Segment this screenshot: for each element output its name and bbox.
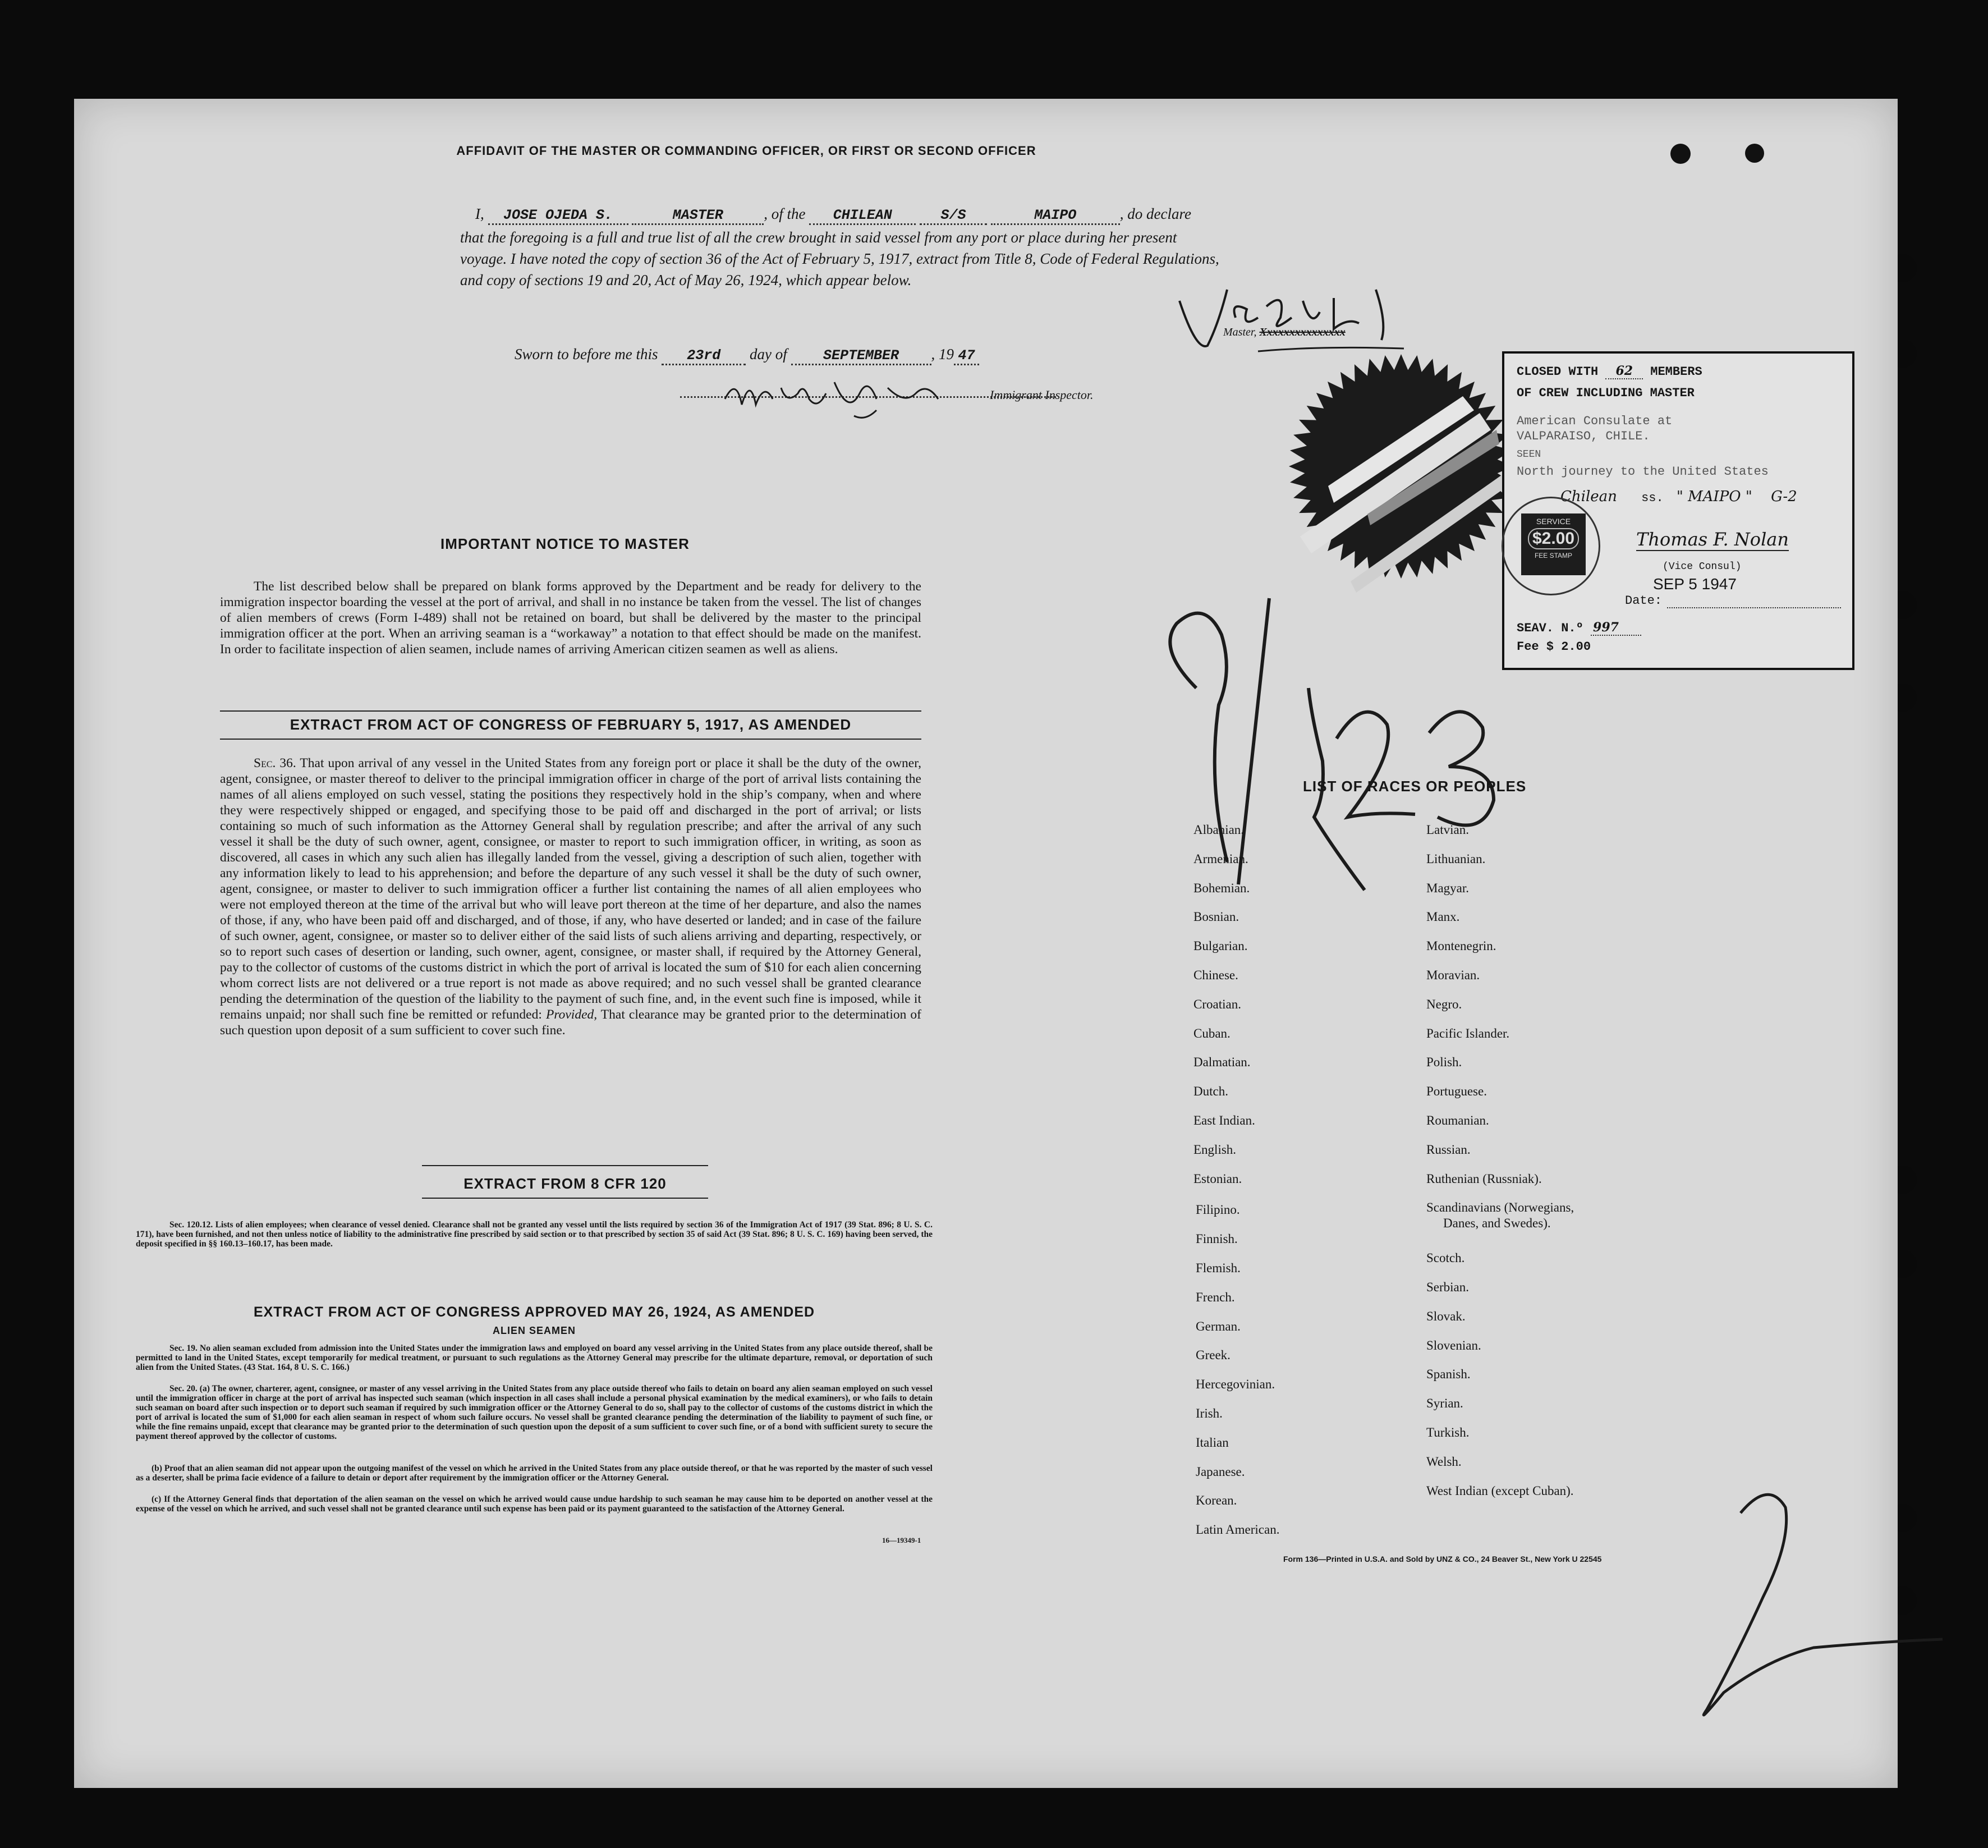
master-title: Master,: [1223, 326, 1257, 338]
struck-title: Xxxxxxxxxxxxxxx: [1259, 326, 1346, 338]
vessel-nationality-hand: Chilean: [1560, 488, 1617, 505]
vice-consul-signature: Thomas F. Nolan: [1636, 529, 1789, 550]
affidavit-line3: voyage. I have noted the copy of section 36 of the Act of February 5, 1917, extract from Title 8, Code of Federal Regulations,: [460, 250, 1219, 267]
affidavit-title: AFFIDAVIT OF THE MASTER OR COMMANDING OFFICER, OR FIRST OR SECOND OFFICER: [456, 144, 1036, 158]
sec36-provided: Provided,: [545, 1007, 598, 1022]
races-title: LIST OF RACES OR PEOPLES: [1303, 778, 1527, 795]
race-item: Korean.: [1196, 1493, 1237, 1508]
sec36-body: That upon arrival of any vessel in the United States from any foreign port or place it shall be the duty of the owner, agent, consignee, or master thereof to deliver to the principal immigration officer in charge of the port of arrival lists containing the names of all aliens employed on such vessel, stating the positions they respectively hold in the ship’s company, when and where they were respectively shipped or engaged, and specifying those to be paid off and discharged in the port of arrival; or lists containing so much of such information as the Attorney General shall by regulation prescribe; and after the arrival of any such vessel it shall be the duty of such owner, agent, consignee, or master to report to such immigration officer, in writing, as soon as discovered, all cases in which any such alien has illegally landed from the vessel, giving a description of such alien, together with any information likely to lead to his apprehension; and before the departure of any such vessel it shall be the duty of such owner, agent, consignee, or master to deliver to such immigration officer a further list containing the names of all alien employees who were not employed thereon at the time of the arrival but who will leave port thereon at the time of her departure, and also the names of those, if any, who have been paid off and discharged, and of those, if any, who have deserted or landed; and in case of the failure of such owner, agent, consignee, or master so to deliver either of the said lists of such aliens arriving and departing, respectively, or so to report such cases of desertion or landing, such owner, agent, consignee, or master shall, if required by the Attorney General, pay to the collector of customs of the customs district in which the port of arrival is located the sum of $10 for each alien concerning whom correct lists are not delivered or a true report is not made as above required; and no such vessel shall be granted clearance pending the determination of the question of the liability to the payment of such fine, and, in the event such fine is imposed, while it remains unpaid; nor shall such fine be remitted or refunded:: [220, 756, 921, 1022]
ink-blot: [1745, 144, 1764, 163]
race-item: Pacific Islander.: [1426, 1026, 1510, 1040]
date-label: Date:: [1625, 594, 1663, 608]
race-item: Negro.: [1426, 997, 1462, 1011]
sworn-day-field: 23rd: [662, 347, 746, 365]
extract-1924-title: EXTRACT FROM ACT OF CONGRESS APPROVED MAY 26, 1924, AS AMENDED: [253, 1304, 815, 1320]
race-item: Cuban.: [1193, 1026, 1231, 1040]
race-item: Scotch.: [1426, 1251, 1465, 1265]
vice-consul-title: (Vice Consul): [1663, 561, 1742, 572]
fee-label: Fee $ 2.00: [1517, 640, 1591, 654]
race-item: West Indian (except Cuban).: [1426, 1483, 1574, 1498]
race-item: Dutch.: [1193, 1084, 1228, 1099]
consulate-city: VALPARAISO, CHILE.: [1517, 429, 1650, 443]
members-text: MEMBERS: [1650, 365, 1702, 379]
race-item: Filipino.: [1196, 1203, 1240, 1217]
sec20a-body: Sec. 20. (a) The owner, charterer, agent, consignee, or master of any vessel arriving in the United States from any place outside thereof who fails to detain on board any alien seaman employed on such vessel until the immigration officer in charge at the port of arrival has inspected such seaman (which inspection in all cases shall include a personal physical examination by the medical examiners), or who fails to detain such seaman on board after such inspection or to deport such seaman if required by such immigration officer or the Attorney General to do so, shall pay to the collector of customs of the customs district in which the port of arrival is located the sum of $1,000 for each alien seaman in respect of whom such failure occurs. No vessel shall be granted clearance pending the determination of the liability to payment of such fine, or while the fine remains unpaid, except that clearance may be granted prior to the determination of such question upon the deposit of a sum sufficient to cover such fine, or of a bond with sufficient surety to secure the payment thereof approved by the collector of customs.: [136, 1384, 933, 1441]
notice-title: IMPORTANT NOTICE TO MASTER: [440, 535, 690, 552]
race-item: Italian: [1196, 1435, 1229, 1450]
serial-number: 997: [1591, 620, 1641, 636]
race-item: Slovak.: [1426, 1309, 1466, 1323]
fee-stamp-bottom: FEE STAMP: [1534, 552, 1573, 560]
race-item: Montenegrin.: [1426, 939, 1496, 953]
vessel-line: [1560, 488, 1797, 505]
race-item: Ruthenian (Russniak).: [1426, 1171, 1542, 1186]
race-item: Turkish.: [1426, 1425, 1470, 1439]
race-item: Flemish.: [1196, 1261, 1241, 1275]
race-item: Chinese.: [1193, 968, 1238, 982]
sec36-label: Sec. 36.: [254, 756, 296, 771]
race-item: Latvian.: [1426, 823, 1469, 837]
closed-with-text: CLOSED WITH: [1517, 365, 1599, 379]
race-item: German.: [1196, 1319, 1241, 1333]
consulate-at: American Consulate at: [1517, 414, 1673, 428]
race-item: Serbian.: [1426, 1280, 1470, 1294]
do-declare-text: , do declare: [1119, 205, 1191, 222]
race-item: Japanese.: [1196, 1464, 1245, 1479]
race-item: Bosnian.: [1193, 910, 1239, 924]
race-item: Russian.: [1426, 1142, 1471, 1157]
crew-including-master: OF CREW INCLUDING MASTER: [1517, 386, 1695, 400]
race-item: Dalmatian.: [1193, 1055, 1251, 1070]
master-label: [1223, 326, 1346, 339]
of-the-text: , of the: [764, 205, 806, 222]
race-item: Scandinavians (Norwegians,: [1426, 1200, 1574, 1215]
master-name-field: JOSE OJEDA S.: [488, 207, 628, 225]
manifest-page: [74, 99, 1898, 1788]
affidavit-line1: [475, 205, 1191, 225]
sworn-year-field: 47: [954, 347, 979, 365]
extract-1917-title: EXTRACT FROM ACT OF CONGRESS OF FEBRUARY 5, 1917, AS AMENDED: [290, 716, 852, 733]
race-item: Portuguese.: [1426, 1084, 1487, 1099]
race-item: East Indian.: [1193, 1113, 1255, 1127]
race-item: Danes, and Swedes).: [1443, 1216, 1551, 1231]
cfr-body: Sec. 120.12. Lists of alien employees; when clearance of vessel denied. Clearance shall not be granted any vessel until the lists required by section 36 of the Immigration Act of 1917 (39 Stat. 896; 8 U. S. C. 171), have been furnished, and not then unless notice of liability to the administrative fine prescribed by said section or to that prescribed by section 35 of said Act (39 Stat. 896; 8 U. S. C. 169) having been served, the deposit specified in §§ 160.13–160.17, has been made.: [136, 1220, 933, 1249]
race-item: Moravian.: [1426, 968, 1480, 982]
affidavit-line2: that the foregoing is a full and true list of all the crew brought in said vessel from any port or place during her present: [460, 229, 1177, 246]
visa-class-hand: G-2: [1771, 488, 1797, 505]
journey-line: North journey to the United States: [1517, 465, 1769, 479]
ss-label: ss.: [1641, 491, 1664, 505]
handwritten-date-mark: [1123, 503, 1583, 907]
race-item: Polish.: [1426, 1055, 1462, 1070]
race-item: Spanish.: [1426, 1367, 1471, 1382]
race-item: Bohemian.: [1193, 881, 1250, 895]
sec20c-body: (c) If the Attorney General finds that deportation of the alien seaman on the vessel on which he arrived would cause undue hardship to such seaman he may cause him to be deported on another vessel at the expense of the vessel on which he arrived, and such vessel shall not be granted clearance until such expense has been paid or its payment guaranteed to the satisfaction of the Attorney General.: [136, 1494, 933, 1514]
alien-seamen-subtitle: ALIEN SEAMEN: [492, 1325, 576, 1336]
sec36-text: [220, 755, 921, 1038]
serial-label: SEAV. N.º: [1517, 621, 1583, 635]
affidavit-line4: and copy of sections 19 and 20, Act of May 26, 1924, which appear below.: [460, 272, 912, 288]
cfr-title: EXTRACT FROM 8 CFR 120: [463, 1175, 667, 1192]
race-item: Albanian.: [1193, 823, 1245, 837]
sec20b-body: (b) Proof that an alien seaman did not appear upon the outgoing manifest of the vessel on which he arrived in the United States from any place outside thereof, or that he was reported by the master of such vessel as a deserter, shall be prima facie evidence of a failure to detain or deport after requirement by the immigration officer or the Attorney General.: [136, 1464, 933, 1483]
divider: [422, 1165, 708, 1166]
form-footer: Form 136—Printed in U.S.A. and Sold by UNZ & CO., 24 Beaver St., New York U 22545: [1283, 1554, 1602, 1563]
race-item: Irish.: [1196, 1406, 1223, 1420]
inspector-signature: [719, 365, 955, 421]
race-item: Magyar.: [1426, 881, 1470, 895]
master-signature: [1174, 278, 1409, 357]
master-position-field: MASTER: [632, 207, 764, 225]
divider: [220, 739, 921, 740]
ink-blot: [1670, 144, 1691, 164]
crew-count: 62: [1605, 364, 1643, 379]
vessel-type-field: S/S: [920, 207, 987, 225]
closed-with-line: [1517, 364, 1702, 379]
race-item: Croatian.: [1193, 997, 1241, 1011]
race-item: Syrian.: [1426, 1396, 1463, 1411]
divider: [220, 710, 921, 712]
sworn-prefix: Sworn to before me this: [515, 346, 658, 363]
handwritten-margin-mark: [1640, 1446, 1954, 1737]
vessel-name-hand: " MAIPO ": [1676, 488, 1752, 505]
notice-body: The list described below shall be prepared on blank forms approved by the Department and be ready for delivery to the immigration inspector boarding the vessel at the port of arrival, and shall in no instance be taken from the vessel. The list of changes of alien members of crews (Form I-489) shall not be retained on board, but shall be delivered by the master to the principal immigration officer at the port. When an arriving seaman is a “workaway” a notation to that effect should be made on the manifest. In order to facilitate inspection of alien seamen, include names of arriving American citizen seamen as well as aliens.: [220, 579, 921, 657]
divider: [422, 1198, 708, 1199]
sworn-line: [515, 346, 979, 365]
race-item: French.: [1196, 1290, 1235, 1304]
form-code: 16—19349-1: [882, 1536, 921, 1544]
vessel-name-field: MAIPO: [991, 207, 1120, 225]
date-underline: [1667, 607, 1841, 608]
race-item: Greek.: [1196, 1348, 1231, 1363]
race-item: Bulgarian.: [1193, 939, 1248, 953]
year-prefix: , 19: [931, 346, 954, 363]
race-item: Welsh.: [1426, 1454, 1462, 1469]
sworn-month-field: SEPTEMBER: [791, 347, 931, 365]
race-item: Hercegovinian.: [1196, 1377, 1275, 1392]
race-item: Estonian.: [1193, 1171, 1242, 1186]
race-item: Latin American.: [1196, 1523, 1280, 1537]
race-item: Finnish.: [1196, 1232, 1238, 1246]
sec19-body: Sec. 19. No alien seaman excluded from admission into the United States under the immigration laws and employed on board any vessel arriving in the United States from any place outside thereof, shall be permitted to land in the United States, except temporarily for medical treatment, or pursuant to such regulations as the Attorney General may prescribe for the ultimate departure, removal, or deportation of such alien from the United States. (43 Stat. 164, 8 U. S. C. 166.): [136, 1343, 933, 1372]
race-item: Lithuanian.: [1426, 851, 1486, 866]
race-item: Slovenian.: [1426, 1338, 1481, 1352]
seen-label: SEEN: [1517, 449, 1541, 460]
inspector-label: Immigrant Inspector.: [990, 388, 1094, 402]
race-item: Roumanian.: [1426, 1113, 1489, 1127]
affidavit-i: I,: [475, 205, 484, 222]
race-item: Manx.: [1426, 910, 1460, 924]
day-of-text: day of: [750, 346, 787, 363]
vessel-nationality-field: CHILEAN: [809, 207, 916, 225]
race-item: English.: [1193, 1142, 1237, 1157]
fee-stamp-amount: $2.00: [1528, 528, 1579, 549]
race-item: Armenian.: [1193, 851, 1248, 866]
stamp-date: SEP 5 1947: [1653, 575, 1737, 593]
fee-stamp-top: SERVICE: [1536, 517, 1571, 526]
sec36-tail: That clearance may be granted prior to the determination of such question upon deposit of a sum sufficient to cover such fine.: [220, 1007, 922, 1038]
